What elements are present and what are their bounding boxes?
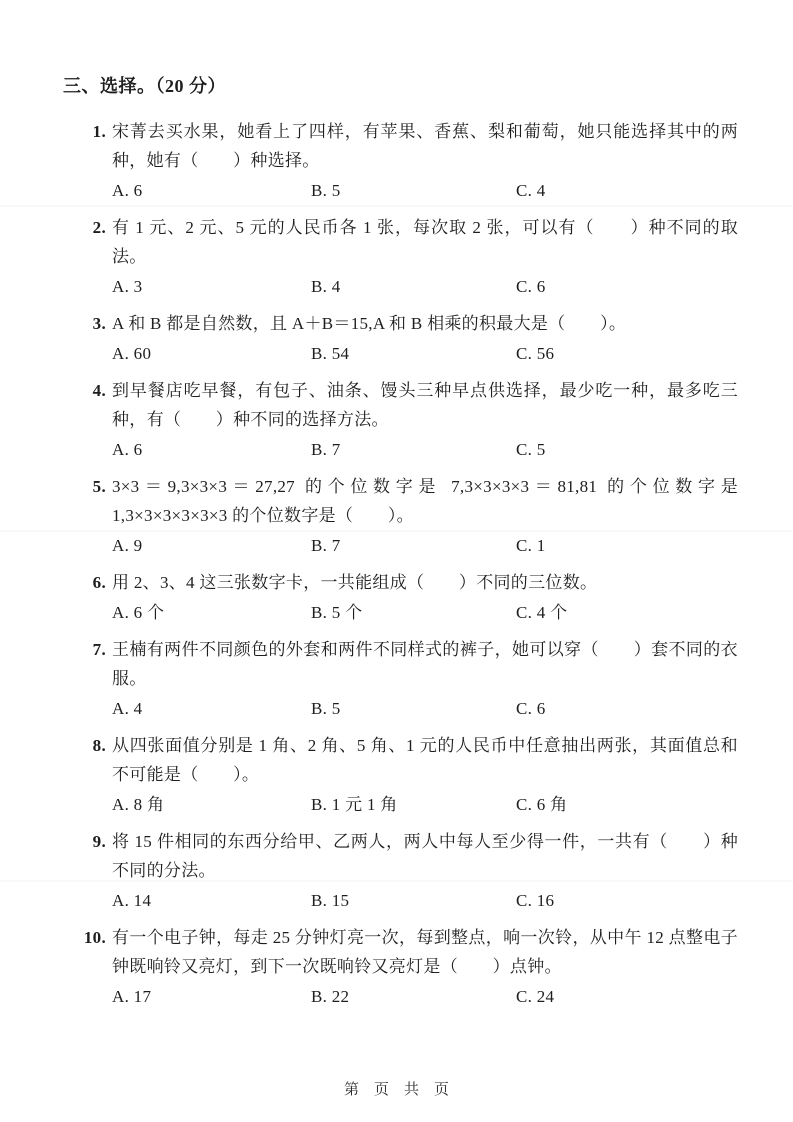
question-6 xyxy=(92,568,738,627)
option-c: C. 16 xyxy=(516,891,555,910)
question-9 xyxy=(92,827,738,915)
option-a: A. 14 xyxy=(112,891,152,910)
option-a: A. 60 xyxy=(112,344,152,363)
question-text xyxy=(92,213,738,271)
question-4 xyxy=(92,376,738,464)
question-body: 王楠有两件不同颜色的外套和两件不同样式的裤子，她可以穿（ ）套不同的衣服。 xyxy=(112,640,738,688)
question-number: 2. xyxy=(92,218,106,237)
question-options xyxy=(112,886,738,915)
option-b: B. 5 xyxy=(311,181,341,200)
option-b: B. 54 xyxy=(311,344,350,363)
question-options xyxy=(112,272,738,301)
option-a: A. 8 角 xyxy=(112,795,165,814)
question-body: 用 2、3、4 这三张数字卡，一共能组成（ ）不同的三位数。 xyxy=(112,573,598,592)
option-c: C. 6 角 xyxy=(516,795,568,814)
option-c: C. 24 xyxy=(516,987,555,1006)
section-title: 三、选择。（20 分） xyxy=(63,76,226,96)
option-c: C. 6 xyxy=(516,699,546,718)
option-c: C. 56 xyxy=(516,344,555,363)
question-number: 10. xyxy=(83,928,106,947)
question-body: 宋菁去买水果，她看上了四样，有苹果、香蕉、梨和葡萄，她只能选择其中的两种，她有（ ）种选择。 xyxy=(112,122,738,170)
question-text xyxy=(92,472,738,530)
option-b: B. 22 xyxy=(311,987,350,1006)
option-b: B. 4 xyxy=(311,277,341,296)
question-10 xyxy=(83,923,738,1011)
option-c: C. 4 个 xyxy=(516,603,568,622)
question-text xyxy=(92,827,738,885)
question-text xyxy=(92,731,738,789)
question-8 xyxy=(92,731,738,819)
question-5 xyxy=(92,472,738,560)
question-options xyxy=(112,694,738,723)
option-a: A. 6 xyxy=(112,181,143,200)
question-number: 7. xyxy=(92,640,106,659)
question-options xyxy=(112,339,738,368)
question-number: 6. xyxy=(92,573,106,592)
question-body: 有 1 元、2 元、5 元的人民币各 1 张，每次取 2 张，可以有（ ）种不同的取法。 xyxy=(112,218,738,266)
question-2 xyxy=(92,213,738,301)
option-b: B. 1 元 1 角 xyxy=(311,795,398,814)
option-a: A. 4 xyxy=(112,699,143,718)
option-c: C. 6 xyxy=(516,277,546,296)
option-b: B. 5 xyxy=(311,699,341,718)
option-b: B. 7 xyxy=(311,536,341,555)
question-text xyxy=(92,117,738,175)
option-b: B. 5 个 xyxy=(311,603,363,622)
question-3 xyxy=(92,309,738,368)
question-number: 8. xyxy=(92,736,106,755)
option-b: B. 15 xyxy=(311,891,350,910)
question-number: 1. xyxy=(92,122,106,141)
question-options xyxy=(112,531,738,560)
option-a: A. 6 xyxy=(112,440,143,459)
option-c: C. 5 xyxy=(516,440,546,459)
question-1 xyxy=(92,117,738,205)
question-text xyxy=(92,635,738,693)
question-options xyxy=(112,598,738,627)
option-a: A. 6 个 xyxy=(112,603,165,622)
question-body: 将 15 件相同的东西分给甲、乙两人，两人中每人至少得一件，一共有（ ）种不同的分法。 xyxy=(112,832,738,880)
question-body: A 和 B 都是自然数，且 A＋B＝15,A 和 B 相乘的积最大是（ ）。 xyxy=(112,314,627,333)
question-7 xyxy=(92,635,738,723)
question-options xyxy=(112,176,738,205)
question-body: 3×3＝9,3×3×3＝27,27 的个位数字是 7,3×3×3×3＝81,81 的个位数字是 1,3×3×3×3×3×3 的个位数字是（ ）。 xyxy=(112,477,738,525)
question-number: 4. xyxy=(92,381,106,400)
option-a: A. 9 xyxy=(112,536,143,555)
question-text xyxy=(92,568,738,597)
question-options xyxy=(112,435,738,464)
question-body: 到早餐店吃早餐，有包子、油条、馒头三种早点供选择，最少吃一种，最多吃三种，有（ ）种不同的选择方法。 xyxy=(112,381,738,429)
option-c: C. 1 xyxy=(516,536,546,555)
option-a: A. 17 xyxy=(112,987,152,1006)
question-number: 9. xyxy=(92,832,106,851)
question-number: 5. xyxy=(92,477,106,496)
option-b: B. 7 xyxy=(311,440,341,459)
question-body: 从四张面值分别是 1 角、2 角、5 角、1 元的人民币中任意抽出两张，其面值总和不可能是（ ）。 xyxy=(112,736,738,784)
question-number: 3. xyxy=(92,314,106,333)
question-options xyxy=(112,982,738,1011)
question-options xyxy=(112,790,738,819)
page-footer: 第 页 共 页 xyxy=(343,1082,449,1098)
question-text xyxy=(92,309,738,338)
option-c: C. 4 xyxy=(516,181,546,200)
question-text xyxy=(83,923,738,981)
option-a: A. 3 xyxy=(112,277,143,296)
question-text xyxy=(92,376,738,434)
question-body: 有一个电子钟，每走 25 分钟灯亮一次，每到整点，响一次铃，从中午 12 点整电子钟既响铃又亮灯，到下一次既响铃又亮灯是（ ）点钟。 xyxy=(112,928,738,976)
